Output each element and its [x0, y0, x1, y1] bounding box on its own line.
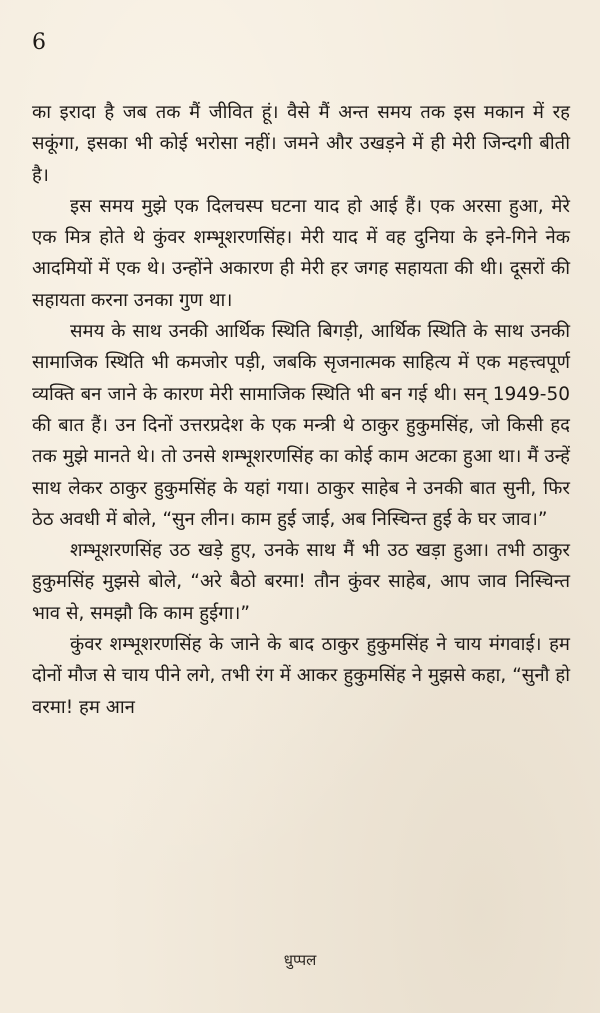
paragraph-5: कुंवर शम्भूशरणसिंह के जाने के बाद ठाकुर हुकुमसिंह ने चाय मंगवाई। हम दोनों मौज से चाय पीने लगे, तभी रंग में आकर हुकुमसिंह ने मुझसे कहा, “सुनौ हो वरमा! हम आन	[32, 634, 570, 718]
paragraph-4: शम्भूशरणसिंह उठ खड़े हुए, उनके साथ मैं भी उठ खड़ा हुआ। तभी ठाकुर हुकुमसिंह मुझसे बोले, “अरे बैठो बरमा! तौन कुंवर साहेब, आप जाव निस्चिन्त भाव से, समझौ कि काम हुईगा।”	[32, 540, 570, 624]
paragraph-2: इस समय मुझे एक दिलचस्प घटना याद हो आई हैं। एक अरसा हुआ, मेरे एक मित्र होते थे कुंवर शम्भूशरणसिंह। मेरी याद में वह दुनिया के इने-गिने नेक आदमियों में एक थे। उन्होंने अकारण ही मेरी हर जगह सहायता की थी। दूसरों की सहायता करना उनका गुण था।	[32, 195, 570, 311]
paragraph-3: समय के साथ उनकी आर्थिक स्थिति बिगड़ी, आर्थिक स्थिति के साथ उनकी सामाजिक स्थिति भी कमजोर पड़ी, जबकि सृजनात्मक साहित्य में एक महत्त्वपूर्ण व्यक्ति बन जाने के कारण मेरी सामाजिक स्थिति भी बन गई थी। सन् 1949-50 की बात हैं। उन दिनों उत्तरप्रदेश के एक मन्त्री थे ठाकुर हुकुमसिंह, जो किसी हद तक मुझे मानते थे। तो उनसे शम्भूशरणसिंह का कोई काम अटका हुआ था। मैं उन्हें साथ लेकर ठाकुर हुकुमसिंह के यहां गया। ठाकुर साहेब ने उनकी बात सुनी, फिर ठेठ अवधी में बोले, “सुन लीन। काम हुई जाई, अब निस्चिन्त हुई के घर जाव।”	[32, 321, 570, 530]
body-text	[32, 97, 570, 723]
footer-book-title: धुप्पल	[283, 951, 317, 969]
paragraph-1: का इरादा है जब तक मैं जीवित हूं। वैसे मैं अन्त समय तक इस मकान में रह सकूंगा, इसका भी कोई भरोसा नहीं। जमने और उखड़ने में ही मेरी जिन्दगी बीती है।	[32, 102, 570, 186]
page-number: 6	[32, 30, 46, 55]
